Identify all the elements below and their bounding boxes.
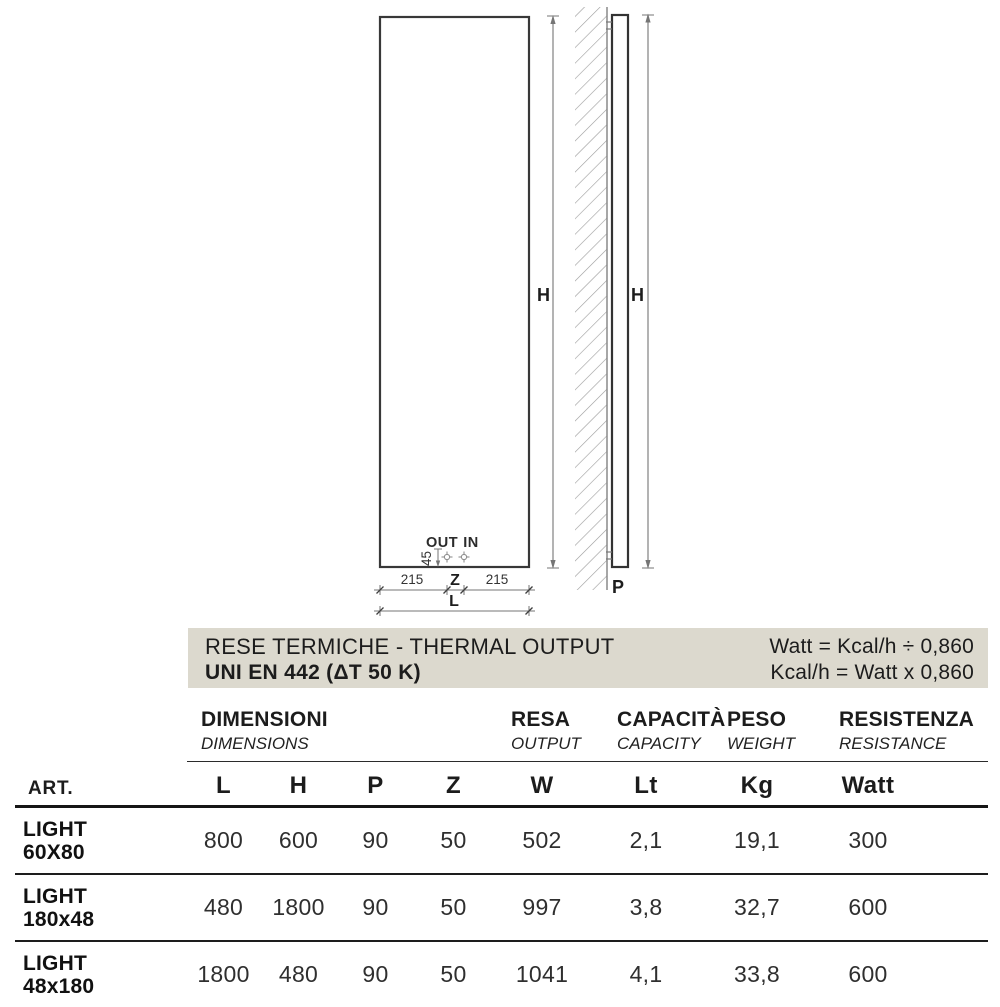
value-lt: 4,1 bbox=[629, 961, 663, 987]
value-p: 90 bbox=[362, 961, 389, 987]
group-art-spacer bbox=[15, 700, 187, 762]
col-watt: Watt bbox=[841, 772, 895, 799]
formula-kcal: Kcal/h = Watt x 0,860 bbox=[770, 661, 974, 684]
group-resistenza: RESISTENZA RESISTANCE bbox=[839, 708, 975, 753]
value-lt: 2,1 bbox=[629, 827, 663, 853]
dim-215-left: 215 bbox=[400, 572, 424, 587]
group-dimensioni: DIMENSIONI DIMENSIONS bbox=[201, 708, 328, 753]
value-z: 50 bbox=[440, 894, 467, 920]
col-p: P bbox=[367, 772, 384, 799]
value-kg: 32,7 bbox=[734, 894, 780, 920]
value-watt: 600 bbox=[848, 961, 888, 987]
value-watt: 600 bbox=[848, 894, 888, 920]
col-l: L bbox=[215, 772, 232, 799]
dim-h-front: H bbox=[537, 285, 550, 305]
band-title-line1: RESE TERMICHE - THERMAL OUTPUT bbox=[205, 634, 615, 659]
value-kg: 33,8 bbox=[734, 961, 780, 987]
value-z: 50 bbox=[440, 961, 467, 987]
group-resa: RESA OUTPUT bbox=[511, 708, 581, 753]
col-kg: Kg bbox=[740, 772, 774, 799]
article-name: LIGHT 60X80 bbox=[23, 817, 87, 864]
band-title-line2: UNI EN 442 (ΔT 50 K) bbox=[205, 661, 421, 684]
table-group-header-row bbox=[15, 700, 988, 762]
value-watt: 300 bbox=[848, 827, 888, 853]
band-formulas bbox=[769, 634, 974, 688]
svg-text:45: 45 bbox=[419, 550, 434, 566]
value-w: 502 bbox=[522, 827, 562, 853]
value-h: 1800 bbox=[272, 894, 325, 920]
value-h: 480 bbox=[278, 961, 319, 987]
side-view-panel bbox=[606, 15, 628, 567]
table-row-light-180x48 bbox=[15, 875, 988, 942]
group-peso: PESO WEIGHT bbox=[727, 708, 795, 753]
value-h: 600 bbox=[278, 827, 319, 853]
value-lt: 3,8 bbox=[629, 894, 663, 920]
col-z: Z bbox=[445, 772, 462, 799]
col-w: W bbox=[530, 772, 554, 799]
article-name: LIGHT 180x48 bbox=[23, 884, 95, 931]
value-l: 1800 bbox=[197, 961, 250, 987]
value-p: 90 bbox=[362, 894, 389, 920]
table-unit-row bbox=[15, 762, 988, 808]
col-end-spacer bbox=[923, 762, 988, 805]
dim-215-right: 215 bbox=[485, 572, 509, 587]
value-z: 50 bbox=[440, 827, 467, 853]
formula-watt: Watt = Kcal/h ÷ 0,860 bbox=[769, 635, 974, 658]
dim-h-side: H bbox=[631, 285, 644, 305]
value-l: 800 bbox=[203, 827, 244, 853]
table-row-light-48x180 bbox=[15, 942, 988, 1007]
value-w: 1041 bbox=[515, 961, 569, 987]
in-label: IN bbox=[463, 535, 479, 551]
col-lt: Lt bbox=[634, 772, 658, 799]
dim-l: L bbox=[449, 593, 459, 610]
value-p: 90 bbox=[362, 827, 389, 853]
thermal-output-band bbox=[188, 628, 988, 688]
dim-p: P bbox=[611, 577, 625, 597]
dim-z: Z bbox=[450, 572, 460, 589]
value-l: 480 bbox=[203, 894, 244, 920]
side-view-wall bbox=[575, 7, 607, 590]
front-view-panel bbox=[380, 17, 529, 567]
value-w: 997 bbox=[522, 894, 562, 920]
band-title bbox=[205, 634, 615, 688]
group-capacita: CAPACITÀ CAPACITY bbox=[617, 708, 726, 753]
spec-table bbox=[15, 700, 988, 1007]
table-row-light-60x80 bbox=[15, 808, 988, 875]
col-h: H bbox=[289, 772, 308, 799]
out-label: OUT bbox=[425, 535, 459, 551]
col-art: ART. bbox=[28, 778, 74, 799]
value-kg: 19,1 bbox=[734, 827, 780, 853]
article-name: LIGHT 48x180 bbox=[23, 951, 95, 998]
